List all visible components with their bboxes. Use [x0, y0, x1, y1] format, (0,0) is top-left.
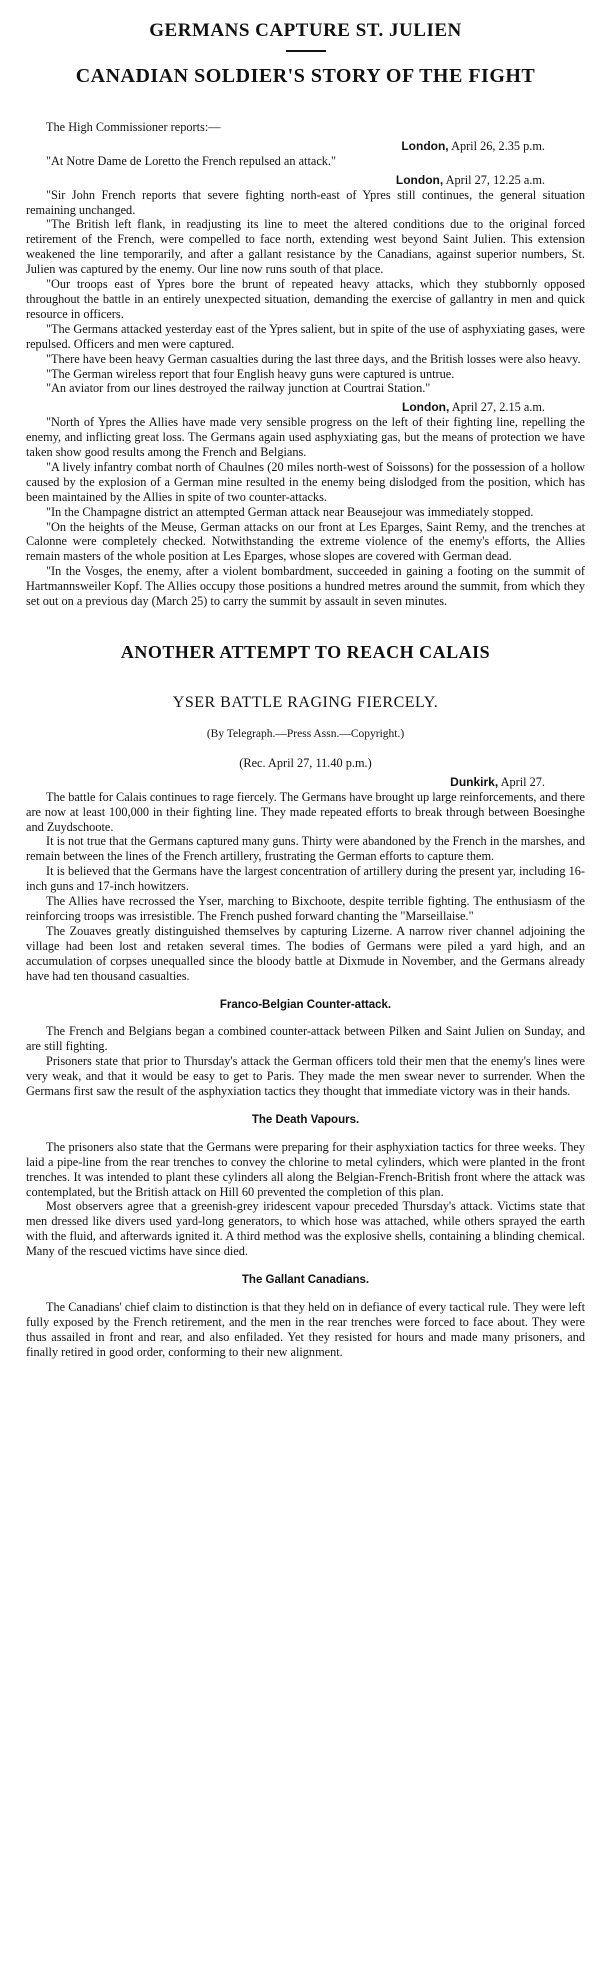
paragraph: "In the Champagne district an attempted German attack near Beausejour was immediately stopped. — [46, 504, 534, 519]
dateline-dunkirk — [26, 775, 545, 790]
paragraph: "North of Ypres the Allies have made very sensible progress on the left of their fighting line, repelling the enemy, and inflicting great loss. The Germans again used asphyxiating gas, but the means of protection we have taken show good results among the French and Belgians. — [26, 415, 585, 460]
dateline-place: Dunkirk, — [450, 774, 499, 789]
subhead-gallant-canadians: The Gallant Canadians. — [241, 1274, 370, 1287]
headline-germans-capture: GERMANS CAPTURE ST. JULIEN — [149, 20, 462, 41]
paragraph: The battle for Calais continues to rage fiercely. The Germans have brought up large reinforcements, and there are now at least 100,000 in their fighting line. They made repeated efforts to break through between Boesinghe and Zuydschoote. — [26, 789, 585, 834]
dateline-date: April 27, 2.15 a.m. — [451, 400, 545, 415]
dateline-place: London, — [402, 400, 450, 415]
paragraph: "At Notre Dame de Loretto the French repulsed an attack." — [46, 153, 337, 168]
paragraph: It is not true that the Germans captured many guns. Thirty were abandoned by the French in the marshes, and remain between the lines of the French artillery, frustrating the German efforts to capture them. — [26, 834, 585, 864]
headline-canadian-soldier: CANADIAN SOLDIER'S STORY OF THE FIGHT — [75, 65, 536, 87]
paragraph: "There have been heavy German casualties during the last three days, and the British losses were also heavy. — [46, 351, 581, 366]
received-line: (Rec. April 27, 11.40 p.m.) — [239, 755, 372, 770]
intro-line: The High Commissioner reports:— — [46, 120, 221, 134]
paragraph: "The German wireless report that four English heavy guns were captured is untrue. — [46, 366, 455, 381]
dateline-date: April 27. — [500, 774, 545, 789]
paragraph: The French and Belgians began a combined counter-attack between Pilken and Saint Julien on Sunday, and are still fighting. — [26, 1024, 585, 1054]
paragraph: Prisoners state that prior to Thursday's attack the German officers told their men that the enemy's lines were very weak, and that it would be easy to get to Paris. They made the men swear never to surrender. When the Germans first saw the result of the asphyxiation tactics they thought that immediate victory was in their hands. — [26, 1054, 585, 1099]
subhead-counter-attack: Franco-Belgian Counter-attack. — [219, 998, 392, 1011]
paragraph: The Canadians' chief claim to distinction is that they held on in defiance of every tactical rule. They were left fully exposed by the French retirement, and the men in the rear trenches were forced to face about. They were thus assailed in front and rear, and also enfiladed. Yet they resisted for hours and made many prisoners, and finally retired in good order, conforming to their new alignment. — [26, 1300, 585, 1359]
dateline-london-1 — [26, 139, 545, 154]
paragraph: Most observers agree that a greenish-grey iridescent vapour preceded Thursday's attack. Victims state that men dressed like divers used yard-long generators, to which hose was attached, while others sprayed the earth with the fluid, and afterwards ignited it. A third method was the explosive shells, containing a blinding chemical. Many of the rescued victims have since died. — [26, 1199, 585, 1259]
dateline-london-2 — [26, 173, 545, 188]
paragraph: The Zouaves greatly distinguished themselves by capturing Lizerne. A narrow river channel adjoining the village had been lost and retaken several times. The bodies of Germans were piled a yard high, and an accumulation of corpses unequalled since the bloody battle at Dixmude in November, and the Germans already have had ten thousand casualties. — [26, 923, 585, 983]
paragraph: "The Germans attacked yesterday east of the Ypres salient, but in spite of the use of asphyxiating gases, were repulsed. Officers and men were captured. — [26, 321, 585, 351]
headline-yser-battle: YSER BATTLE RAGING FIERCELY. — [172, 694, 439, 711]
paragraph: "In the Vosges, the enemy, after a violent bombardment, succeeded in gaining a footing on the summit of Hartmannsweiler Kopf. The Allies occupy those positions a hundred metres around the summit, from which they set out on a previous day (March 25) to carry the summit by assault in seven minutes. — [26, 564, 585, 609]
headline-another-attempt: ANOTHER ATTEMPT TO REACH CALAIS — [120, 642, 491, 662]
paragraph: "An aviator from our lines destroyed the railway junction at Courtrai Station." — [46, 381, 431, 396]
paragraph: "Our troops east of Ypres bore the brunt of repeated heavy attacks, which they stubbornly opposed throughout the battle in an entirely unexpected situation, demanding the exercise of gallantry in men and quick resource in officers. — [26, 277, 585, 321]
paragraph: The prisoners also state that the Germans were preparing for their asphyxiation tactics for three weeks. They laid a pipe-line from the rear trenches to convey the chlorine to metal cylinders, which were planted in the front trenches. It was intended to plant these cylinders all along the Belgian-French-British front where the attack was contemplated, but the British attack on Hill 60 prevented the completion of this plan. — [26, 1139, 585, 1199]
paragraph: "On the heights of the Meuse, German attacks on our front at Les Eparges, Saint Remy, and the trenches at Calonne were completely checked. Notwithstanding the extreme violence of the enemy's efforts, the Allies remain masters of the whole position at Les Eparges, whose slopes are covered with German dead. — [26, 519, 585, 564]
dateline-london-3 — [26, 400, 545, 415]
subhead-death-vapours: The Death Vapours. — [251, 1113, 360, 1126]
divider-rule — [286, 50, 326, 52]
paragraph: "Sir John French reports that severe fighting north-east of Ypres still continues, the general situation remaining unchanged. — [26, 187, 585, 217]
dateline-place: London, — [395, 172, 444, 187]
paragraph: "A lively infantry combat north of Chaulnes (20 miles north-west of Soissons) for the possession of a hollow caused by the explosion of a German mine resulted in the enemy being dislodged from the position, which has been maintained by the Allies in spite of two counter-attacks. — [26, 459, 585, 504]
paragraph: The Allies have recrossed the Yser, marching to Bixchoote, despite terrible fighting. The enthusiasm of the reinforcing troops was irresistible. The French pushed forward chanting the "Marseillaise." — [26, 894, 585, 923]
dateline-date: April 27, 12.25 a.m. — [445, 172, 545, 187]
paragraph: It is believed that the Germans have the largest concentration of artillery during the present yar, including 16-inch guns and 17-inch howitzers. — [26, 864, 585, 894]
telegraph-credit: (By Telegraph.—Press Assn.—Copyright.) — [206, 728, 405, 740]
dateline-place: London, — [401, 138, 449, 153]
dateline-date: April 26, 2.35 p.m. — [451, 138, 545, 153]
paragraph: "The British left flank, in readjusting its line to meet the altered conditions due to the original forced retirement of the French, were compelled to face north, extending west beyond Saint Julien. This extension weakened the line temporarily, and after a gallant resistance by the Canadians, against superior numbers, St. Julien was captured by the enemy. Our line now runs south of that place. — [26, 217, 585, 277]
